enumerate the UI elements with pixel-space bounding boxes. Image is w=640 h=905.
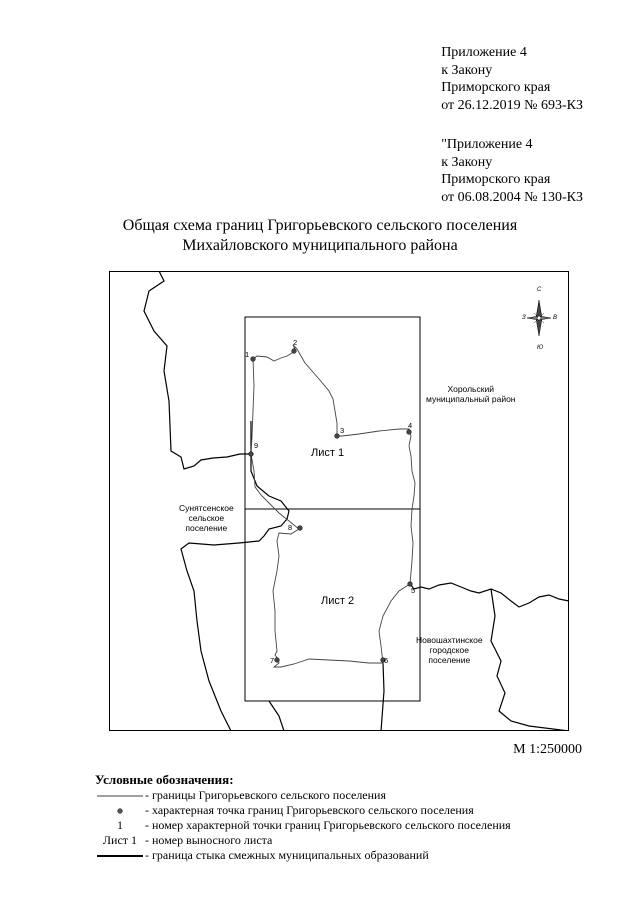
point-4 [407,430,412,435]
legend-item: - границы Григорьевского сельского поселения [95,788,595,803]
map-border [110,272,569,731]
appendix-line: Приморского края [441,80,551,95]
point-number-8: 8 [288,523,293,532]
map-frame [109,271,569,731]
point-number-5: 5 [411,586,416,595]
appendix-line: к Закону [441,62,493,78]
sheet-number-symbol: Лист 1 [102,833,138,847]
north-arrow-icon [527,300,551,336]
compass-east: В [553,315,558,321]
label-khorolsky: Хорольский муниципальный район [426,384,516,404]
map-svg [109,271,569,731]
page-title [0,216,640,256]
point-9 [249,452,254,457]
neighbor-boundary-symbol [95,853,145,859]
point-number-4: 4 [408,421,413,430]
neighbor-boundary-southeast [491,589,569,731]
legend-title: Условные обозначения: [95,772,234,787]
appendix-line: Приложение 4 [441,45,527,60]
legend-item: 1 - номер характерной точки границ Григорьевского сельского поселения [95,818,595,833]
appendix-line: "Приложение 4 [441,137,533,152]
point-1 [251,357,256,362]
appendix-line: к Закону [441,154,493,170]
title-line-1: Общая схема границ Григорьевского сельского поселения [122,217,518,234]
appendix-line: от 26.12.2019 № 693-КЗ [441,97,583,113]
settlement-boundary [251,345,415,667]
neighbor-boundary-south [381,663,384,731]
point-number-2: 2 [293,338,298,347]
appendix-line: Приморского края [441,172,551,187]
point-2 [292,349,297,354]
point-number-1: 1 [245,350,250,359]
point-number-6: 6 [384,656,389,665]
point-7 [275,658,280,663]
neighbor-boundary-east [410,583,569,607]
sheet-2-label: Лист 2 [321,595,355,607]
compass-west: З [522,315,526,321]
sheet-1-label: Лист 1 [311,447,345,459]
point-number-9: 9 [254,441,259,450]
legend-item: - характерная точка границ Григорьевского сельского поселения [95,803,595,818]
point-symbol [95,806,145,816]
point-8 [298,526,303,531]
appendix-header [441,44,583,206]
point-number-7: 7 [270,656,275,665]
point-number-symbol: 1 [117,818,123,832]
legend [95,772,595,863]
map-scale: М 1:250000 [513,742,582,757]
settlement-boundary-symbol [95,793,145,799]
label-sunyatsenskoe: Сунятсенское сельское поселение [179,503,234,533]
characteristic-points [249,349,416,663]
appendix-line: от 06.08.2004 № 130-КЗ [441,189,583,205]
label-novoshakhtinskoe: Новошахтинское городское поселение [416,635,483,665]
compass-north: С [537,287,542,293]
neighbor-boundary-southwest [269,701,284,731]
legend-item: Лист 1 - номер выносного листа [95,833,595,848]
point-3 [335,434,340,439]
compass-south: Ю [537,345,544,351]
legend-item: - граница стыка смежных муниципальных образований [95,848,595,863]
title-line-2: Михайловского муниципального района [182,237,458,254]
point-number-3: 3 [340,426,345,435]
